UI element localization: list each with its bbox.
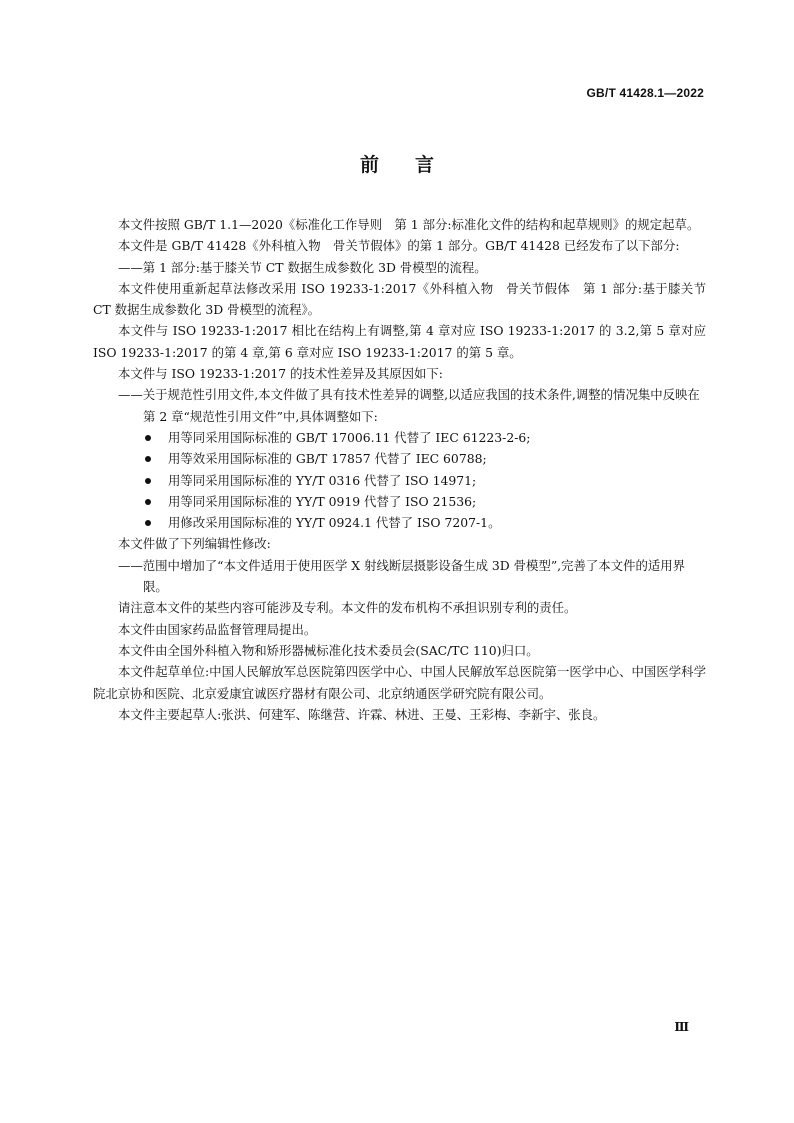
paragraph: 本文件是 GB/T 41428《外科植入物 骨关节假体》的第 1 部分。GB/T 41428 已经发布了以下部分:: [118, 238, 680, 254]
list-item-text: 用修改采用国际标准的 YY/T 0924.1 代替了 ISO 7207-1。: [168, 515, 501, 531]
bullet-icon: [145, 520, 151, 526]
bullet-icon: [145, 456, 151, 462]
bullet-icon: [145, 478, 151, 484]
bullet-icon: [145, 435, 151, 441]
paragraph: ——第 1 部分:基于膝关节 CT 数据生成参数化 3D 骨模型的流程。: [118, 259, 487, 275]
paragraph: 本文件与 ISO 19233-1:2017 相比在结构上有调整,第 4 章对应 ISO 19233-1:2017 的 3.2,第 5 章对应 ISO 19233-1:2017 的第 4 章,第 6 章对应 ISO 19233-1:2017 的第 5 章。: [93, 323, 706, 360]
page-number: Ⅲ: [674, 1020, 689, 1034]
paragraph: 本文件与 ISO 19233-1:2017 的技术性差异及其原因如下:: [118, 366, 443, 382]
paragraph: 请注意本文件的某些内容可能涉及专利。本文件的发布机构不承担识别专利的责任。: [118, 600, 577, 616]
list-item: [93, 470, 706, 491]
list-item-text: 用等同采用国际标准的 GB/T 17006.11 代替了 IEC 61223-2-6;: [168, 429, 531, 445]
dash-item: ——关于规范性引用文件,本文件做了具有技术性差异的调整,以适应我国的技术条件,调整的情况集中反映在第 2 章“规范性引用文件”中,具体调整如下:: [118, 387, 700, 424]
list-item-text: 用等同采用国际标准的 YY/T 0919 代替了 ISO 21536;: [168, 493, 477, 509]
list-item-text: 用等效采用国际标准的 GB/T 17857 代替了 IEC 60788;: [168, 451, 487, 467]
list-item: [93, 512, 706, 533]
foreword-body: [93, 214, 706, 725]
paragraph: 本文件按照 GB/T 1.1—2020《标准化工作导则 第 1 部分:标准化文件的结构和起草规则》的规定起草。: [118, 217, 700, 232]
paragraph: 本文件使用重新起草法修改采用 ISO 19233-1:2017《外科植入物 骨关节假体 第 1 部分:基于膝关节 CT 数据生成参数化 3D 骨模型的流程》。: [93, 280, 706, 318]
bullet-icon: [145, 499, 151, 505]
list-item-text: 用等同采用国际标准的 YY/T 0316 代替了 ISO 14971;: [168, 472, 477, 488]
bullet-list: [93, 427, 706, 533]
list-item: [93, 427, 706, 448]
paragraph: 本文件由国家药品监督管理局提出。: [118, 621, 317, 637]
dash-item: ——范围中增加了“本文件适用于使用医学 X 射线断层摄影设备生成 3D 骨模型”,完善了本文件的适用界限。: [118, 557, 686, 595]
paragraph: 本文件由全国外科植入物和矫形器械标准化技术委员会(SAC/TC 110)归口。: [118, 642, 539, 658]
list-item: [93, 491, 706, 512]
list-item: [93, 448, 706, 469]
standard-code: GB/T 41428.1—2022: [586, 86, 704, 100]
paragraph: 本文件起草单位:中国人民解放军总医院第四医学中心、中国人民解放军总医院第一医学中心、中国医学科学院北京协和医院、北京爱康宜诚医疗器材有限公司、北京纳通医学研究院有限公司。: [93, 664, 706, 701]
page-title: 前言: [359, 154, 470, 176]
paragraph: 本文件主要起草人:张洪、何建军、陈继营、许霖、林进、王曼、王彩梅、李新宇、张良。: [118, 706, 606, 722]
paragraph: 本文件做了下列编辑性修改:: [118, 536, 271, 552]
